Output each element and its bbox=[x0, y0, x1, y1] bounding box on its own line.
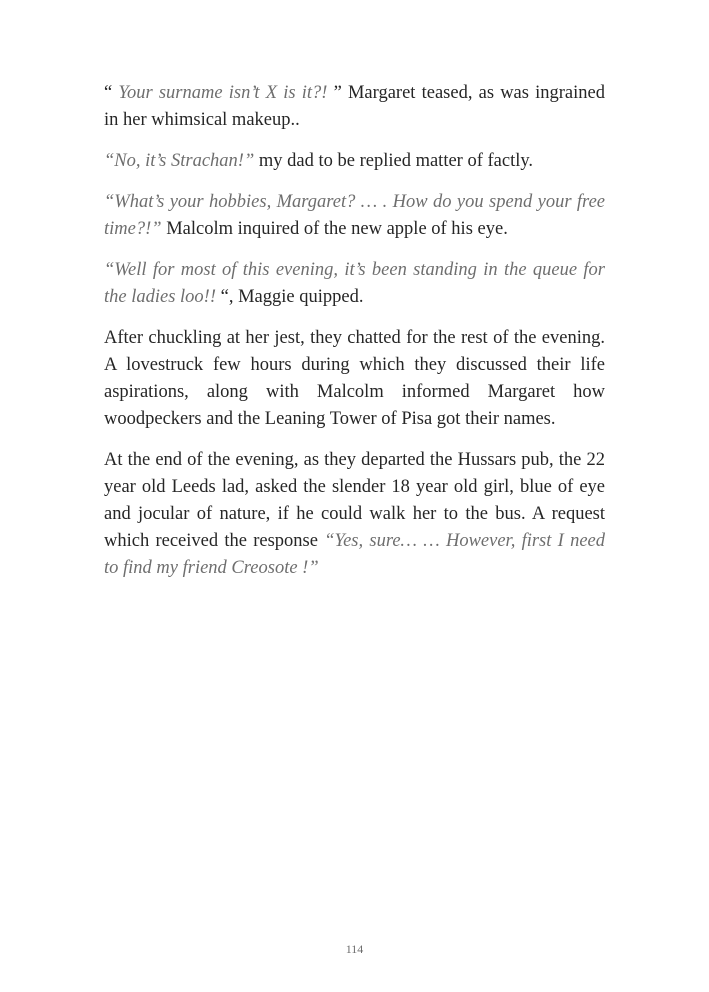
dialogue-italic: “Yes, sure… … However, first I need to find my friend Creosote !” bbox=[104, 531, 605, 578]
text-segment: my dad to be replied matter of factly. bbox=[254, 151, 534, 171]
paragraph bbox=[104, 447, 605, 582]
dialogue-italic: “What’s your hobbies, Margaret? … . How do you spend your free time?!” bbox=[104, 192, 605, 239]
text-segment: “ bbox=[104, 83, 119, 103]
paragraph bbox=[104, 189, 605, 243]
paragraph bbox=[104, 325, 605, 433]
text-segment: Malcolm inquired of the new apple of his eye. bbox=[161, 219, 508, 239]
text-segment: ” Margaret teased, as was ingrained in her whimsical makeup.. bbox=[104, 83, 605, 130]
text-segment: At the end of the evening, as they departed the Hussars pub, the 22 year old Leeds lad, asked the slender 18 year old girl, blue of eye and jocular of nature, if he could walk her to the bus. A request which received the response bbox=[104, 450, 605, 551]
dialogue-italic: Your surname isn’t X is it?! bbox=[118, 83, 334, 103]
paragraph bbox=[104, 257, 605, 311]
text-segment: “, Maggie quipped. bbox=[220, 287, 364, 307]
dialogue-italic: “Well for most of this evening, it’s been standing in the queue for the ladies loo!! bbox=[104, 260, 605, 307]
dialogue-italic: “No, it’s Strachan!” bbox=[104, 151, 255, 171]
paragraph bbox=[104, 80, 605, 134]
page-body bbox=[104, 80, 605, 596]
page-number: 114 bbox=[345, 942, 364, 956]
text-segment: After chuckling at her jest, they chatted for the rest of the evening. A lovestruck few hours during which they discussed their life aspirations, along with Malcolm informed Margaret how woodpeckers and the Leaning Tower of Pisa got their names. bbox=[104, 328, 605, 429]
paragraph bbox=[104, 148, 605, 175]
